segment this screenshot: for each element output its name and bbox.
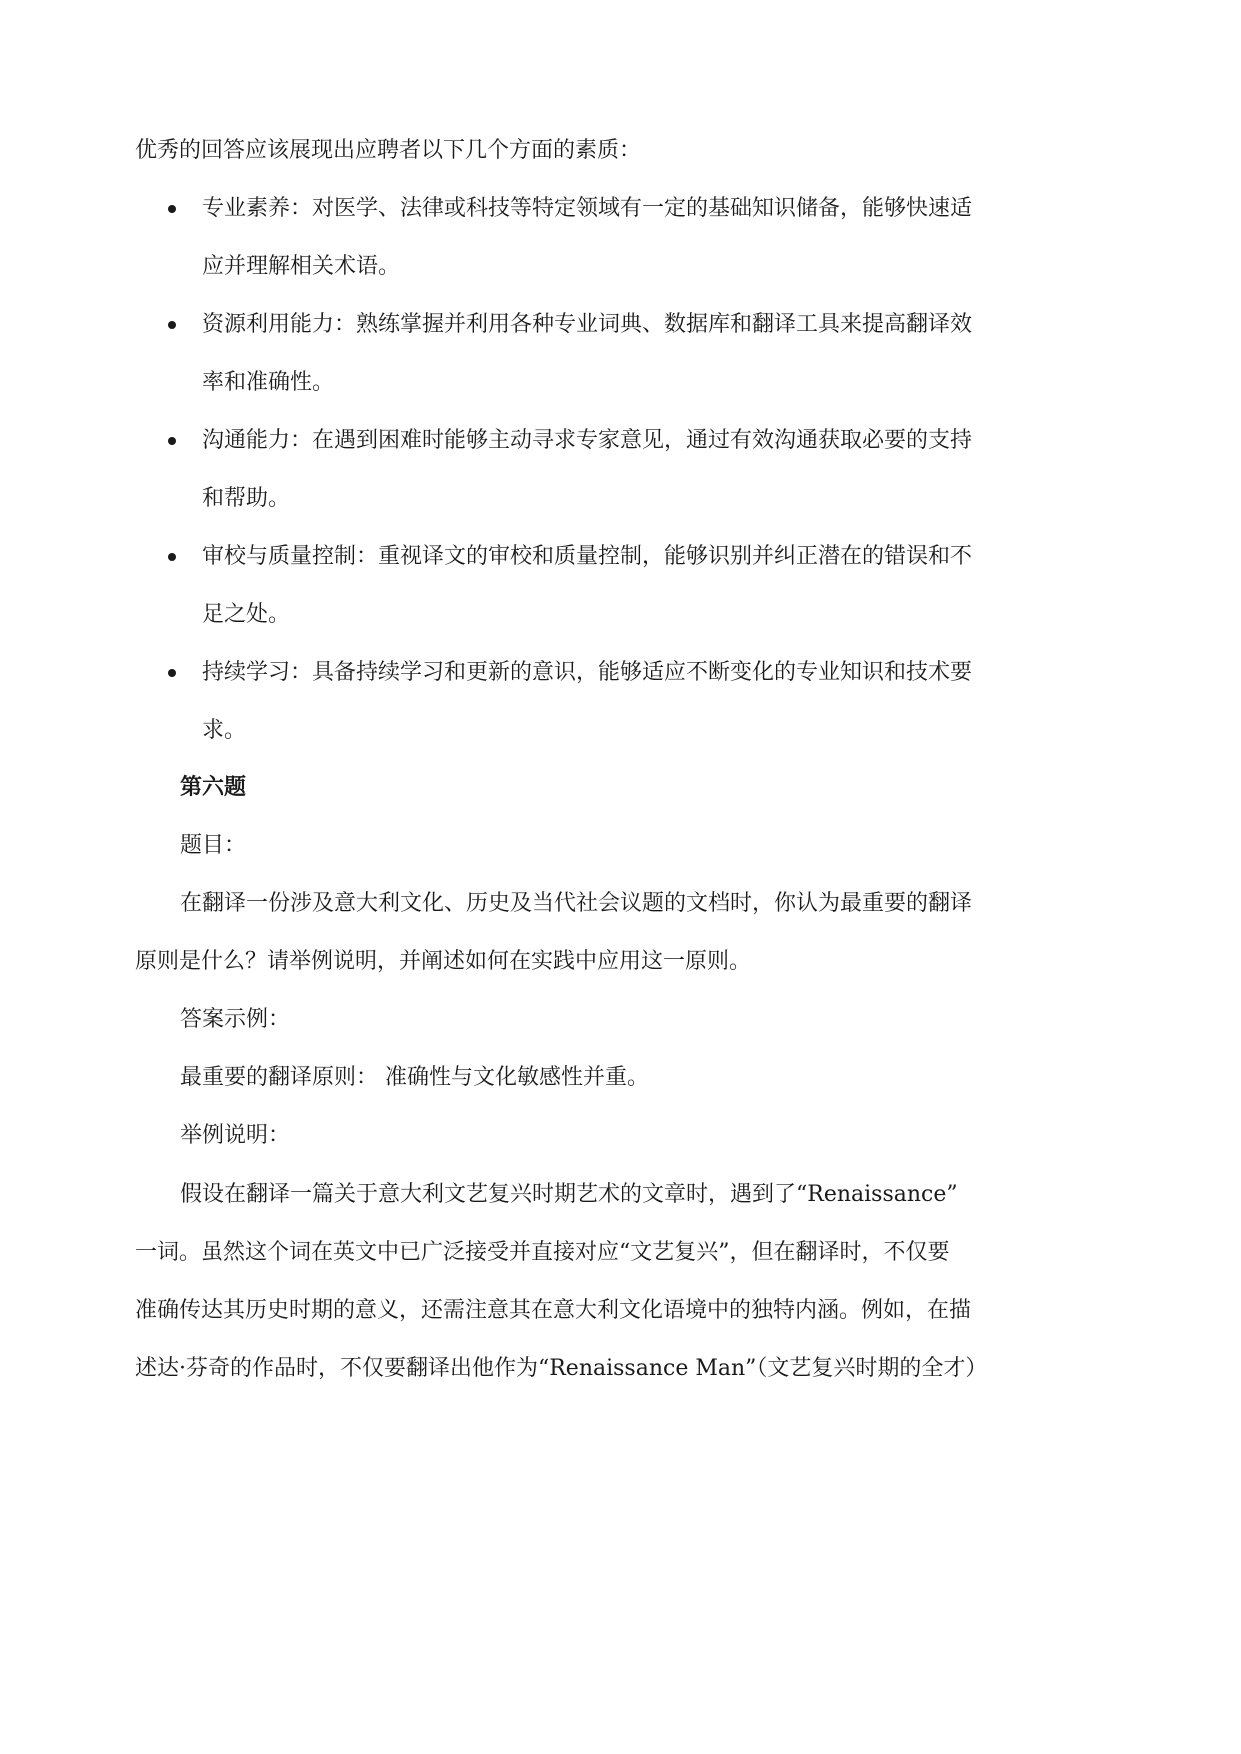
answer-label: 答案示例： (180, 1007, 291, 1032)
example-line-1: 假设在翻译一篇关于意大利文艺复兴时期艺术的文章时，遇到了“Renaissance” (180, 1182, 958, 1207)
bullet-dot (168, 553, 176, 561)
intro-text: 优秀的回答应该展现出应聘者以下几个方面的素质： (135, 138, 642, 163)
question-label: 题目： (180, 833, 247, 858)
bullet-3-line-2: 和帮助。 (202, 486, 291, 511)
bullet-dot (168, 669, 176, 677)
bullet-1-line-2: 应并理解相关术语。 (202, 254, 401, 279)
question-line-2: 原则是什么？请举例说明，并阐述如何在实践中应用这一原则。 (135, 949, 752, 974)
example-line-4: 述达·芬奇的作品时，不仅要翻译出他作为“Renaissance Man”（文艺复兴时期的全才） (135, 1356, 988, 1381)
bullet-dot (168, 437, 176, 445)
example-label: 举例说明： (180, 1123, 291, 1148)
bullet-1-line-1: 专业素养：对医学、法律或科技等特定领域有一定的基础知识储备，能够快速适 (202, 196, 973, 221)
bullet-2-line-1: 资源利用能力：熟练掌握并利用各种专业词典、数据库和翻译工具来提高翻译效 (202, 312, 973, 337)
example-line-3: 准确传达其历史时期的意义，还需注意其在意大利文化语境中的独特内涵。例如，在描 (135, 1298, 972, 1323)
bullet-4-line-2: 足之处。 (202, 602, 291, 627)
question-line-1: 在翻译一份涉及意大利文化、历史及当代社会议题的文档时，你认为最重要的翻译 (180, 891, 973, 916)
example-line-2: 一词。虽然这个词在英文中已广泛接受并直接对应“文艺复兴”，但在翻译时，不仅要 (135, 1240, 950, 1265)
bullet-4-line-1: 审校与质量控制：重视译文的审校和质量控制，能够识别并纠正潜在的错误和不 (202, 544, 973, 569)
bullet-5-line-2: 求。 (202, 718, 247, 743)
bullet-3-line-1: 沟通能力：在遇到困难时能够主动寻求专家意见，通过有效沟通获取必要的支持 (202, 428, 973, 453)
bullet-5-line-1: 持续学习：具备持续学习和更新的意识，能够适应不断变化的专业知识和技术要 (202, 660, 973, 685)
bullet-2-line-2: 率和准确性。 (202, 370, 335, 395)
bullet-dot (168, 321, 176, 329)
bullet-dot (168, 205, 176, 213)
principle-text: 最重要的翻译原则： 准确性与文化敏感性并重。 (180, 1065, 649, 1090)
section-heading: 第六题 (180, 775, 247, 800)
